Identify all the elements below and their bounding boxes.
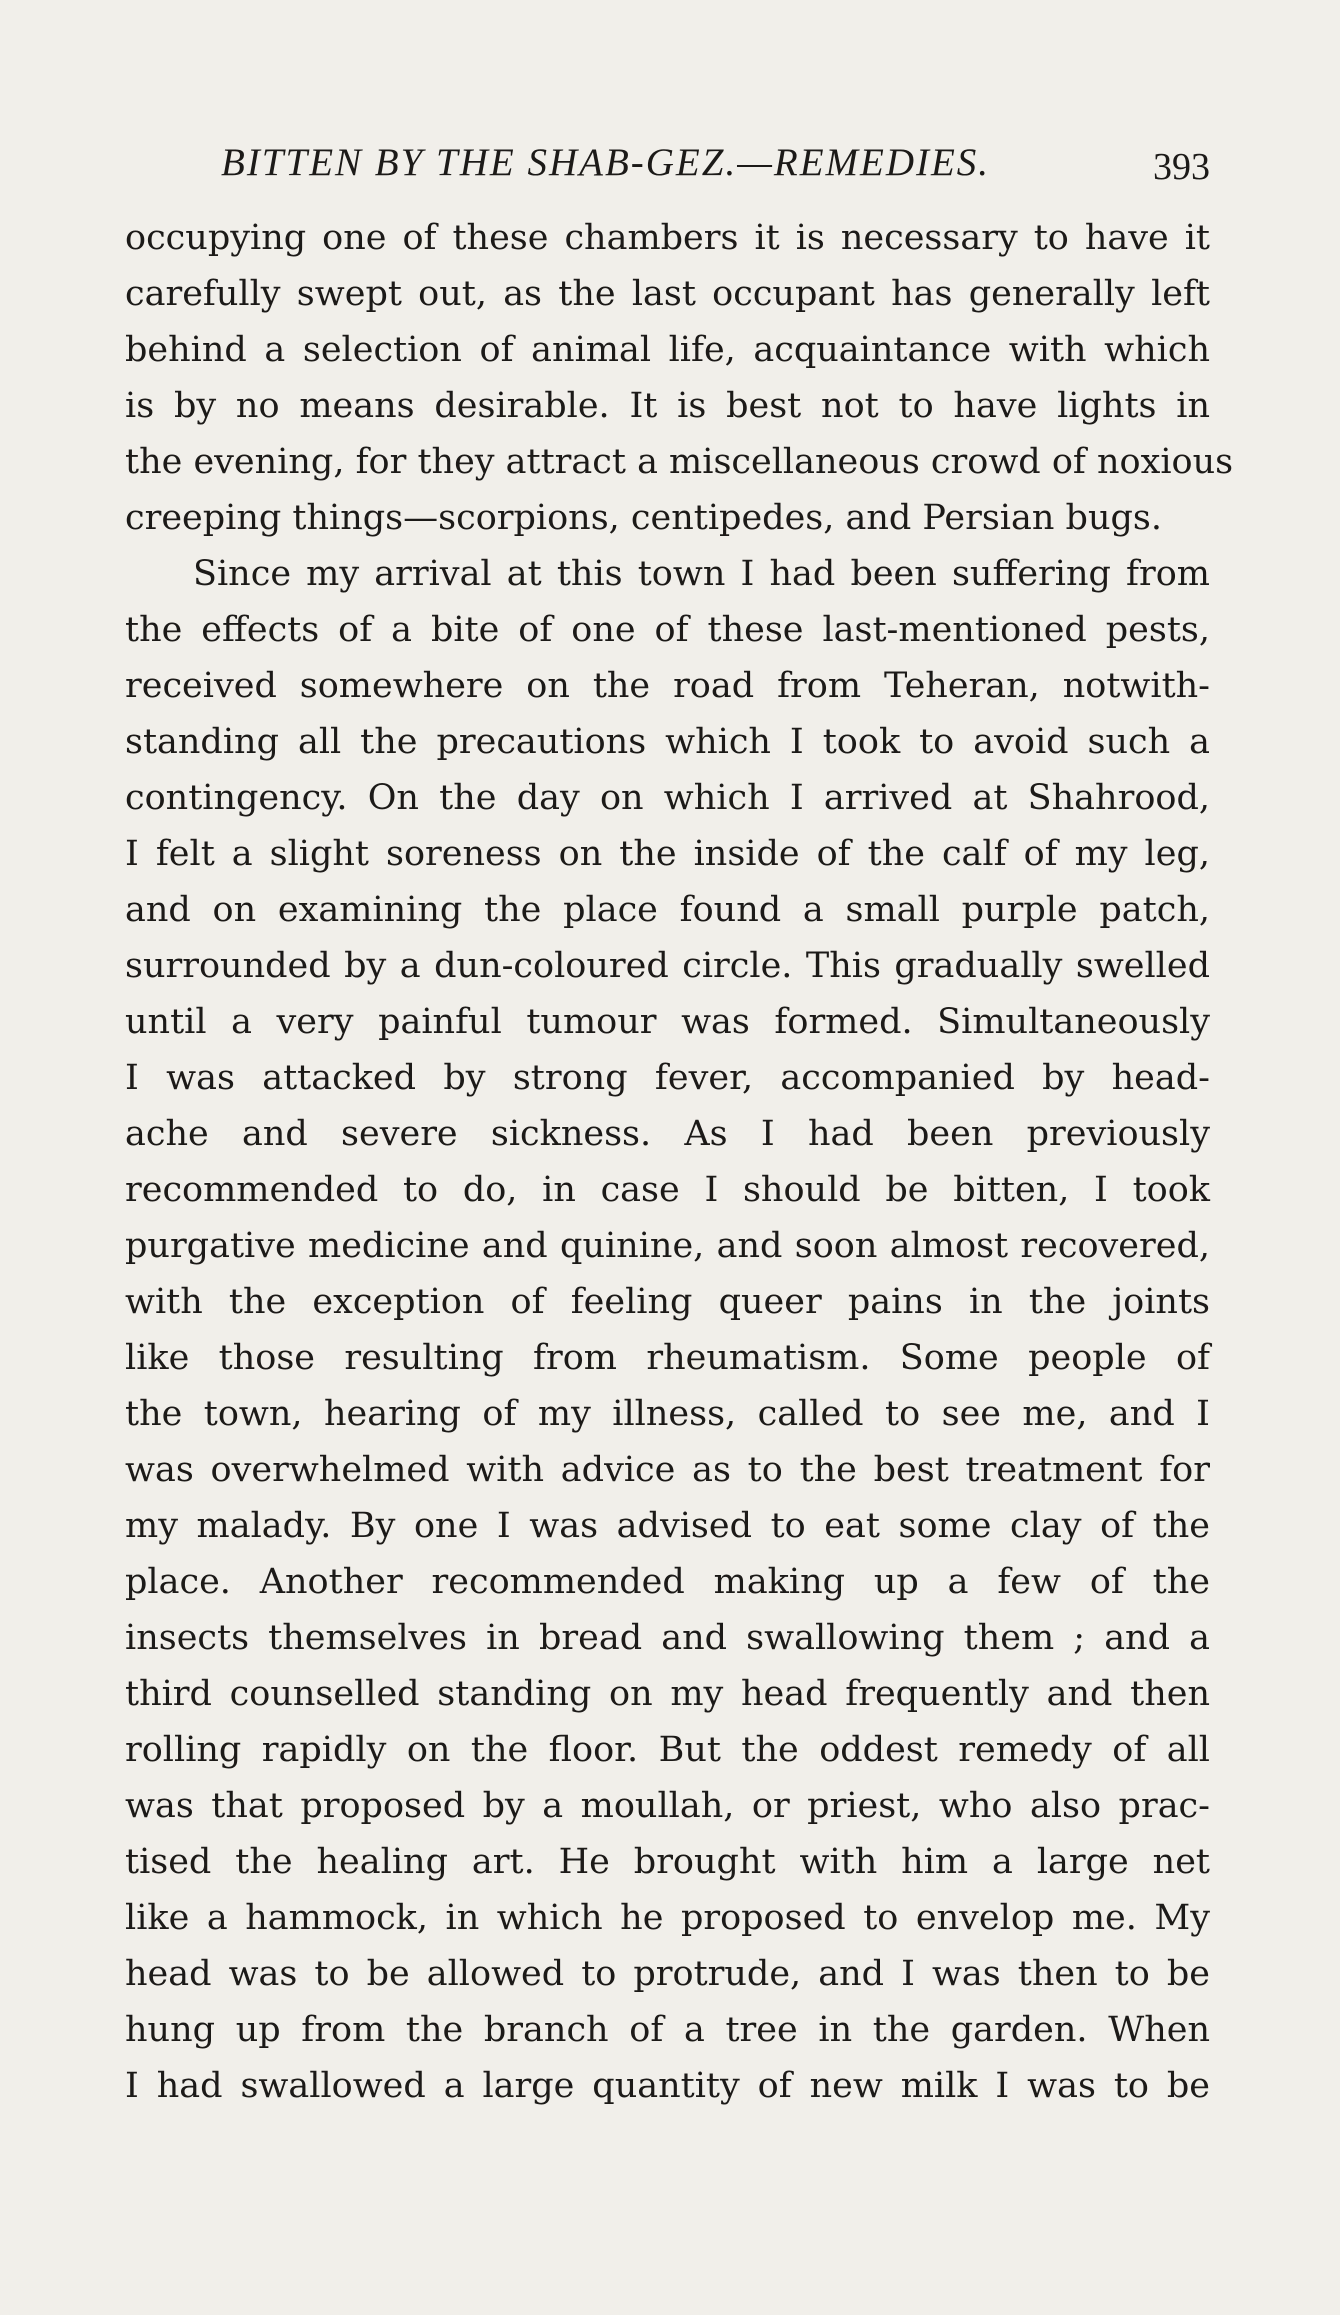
text-line: behind a selection of animal life, acquaintance with which [125,330,1210,370]
body-text [125,210,1234,2114]
text-line: is by no means desirable. It is best not to have lights in [125,386,1210,426]
text-line: insects themselves in bread and swallowing them ; and a [125,1618,1210,1658]
page-number: 393 [1153,146,1210,188]
text-line: purgative medicine and quinine, and soon almost recovered, [125,1226,1210,1266]
text-line: contingency. On the day on which I arrived at Shahrood, [125,778,1210,818]
running-title: BITTEN BY THE SHAB-GEZ.—REMEDIES. [221,141,991,184]
text-line: I had swallowed a large quantity of new milk I was to be [125,2066,1210,2106]
text-line: place. Another recommended making up a few of the [125,1562,1210,1602]
paragraph-start-line: Since my arrival at this town I had been suffering from [193,554,1210,594]
running-head [125,138,1210,188]
text-line: occupying one of these chambers it is necessary to have it [125,218,1210,258]
text-line: with the exception of feeling queer pains in the joints [125,1282,1210,1322]
text-line: standing all the precautions which I took to avoid such a [125,722,1210,762]
text-line: creeping things—scorpions, centipedes, and Persian bugs. [125,498,1162,538]
text-line: like a hammock, in which he proposed to envelop me. My [125,1898,1210,1938]
text-line: ache and severe sickness. As I had been previously [125,1114,1210,1154]
text-line: tised the healing art. He brought with him a large net [125,1842,1210,1882]
text-line: third counselled standing on my head frequently and then [125,1674,1210,1714]
text-line: was overwhelmed with advice as to the best treatment for [125,1450,1210,1490]
text-line: the evening, for they attract a miscellaneous crowd of noxious [125,442,1234,482]
text-line: and on examining the place found a small purple patch, [125,890,1210,930]
text-line: surrounded by a dun-coloured circle. This gradually swelled [125,946,1210,986]
text-line: I felt a slight soreness on the inside of the calf of my leg, [125,834,1210,874]
text-line: was that proposed by a moullah, or priest, who also prac- [125,1786,1210,1826]
text-line: like those resulting from rheumatism. Some people of [125,1338,1210,1378]
text-line: carefully swept out, as the last occupant has generally left [125,274,1210,314]
text-line: the town, hearing of my illness, called to see me, and I [125,1394,1210,1434]
text-line: hung up from the branch of a tree in the garden. When [125,2010,1210,2050]
text-line: the effects of a bite of one of these last-mentioned pests, [125,610,1210,650]
text-line: received somewhere on the road from Teheran, notwith- [125,666,1210,706]
text-line: my malady. By one I was advised to eat some clay of the [125,1506,1210,1546]
text-line: head was to be allowed to protrude, and I was then to be [125,1954,1210,1994]
text-line: recommended to do, in case I should be bitten, I took [125,1170,1210,1210]
text-line: I was attacked by strong fever, accompanied by head- [125,1058,1210,1098]
text-line: rolling rapidly on the floor. But the oddest remedy of all [125,1730,1210,1770]
text-line: until a very painful tumour was formed. Simultaneously [125,1002,1210,1042]
